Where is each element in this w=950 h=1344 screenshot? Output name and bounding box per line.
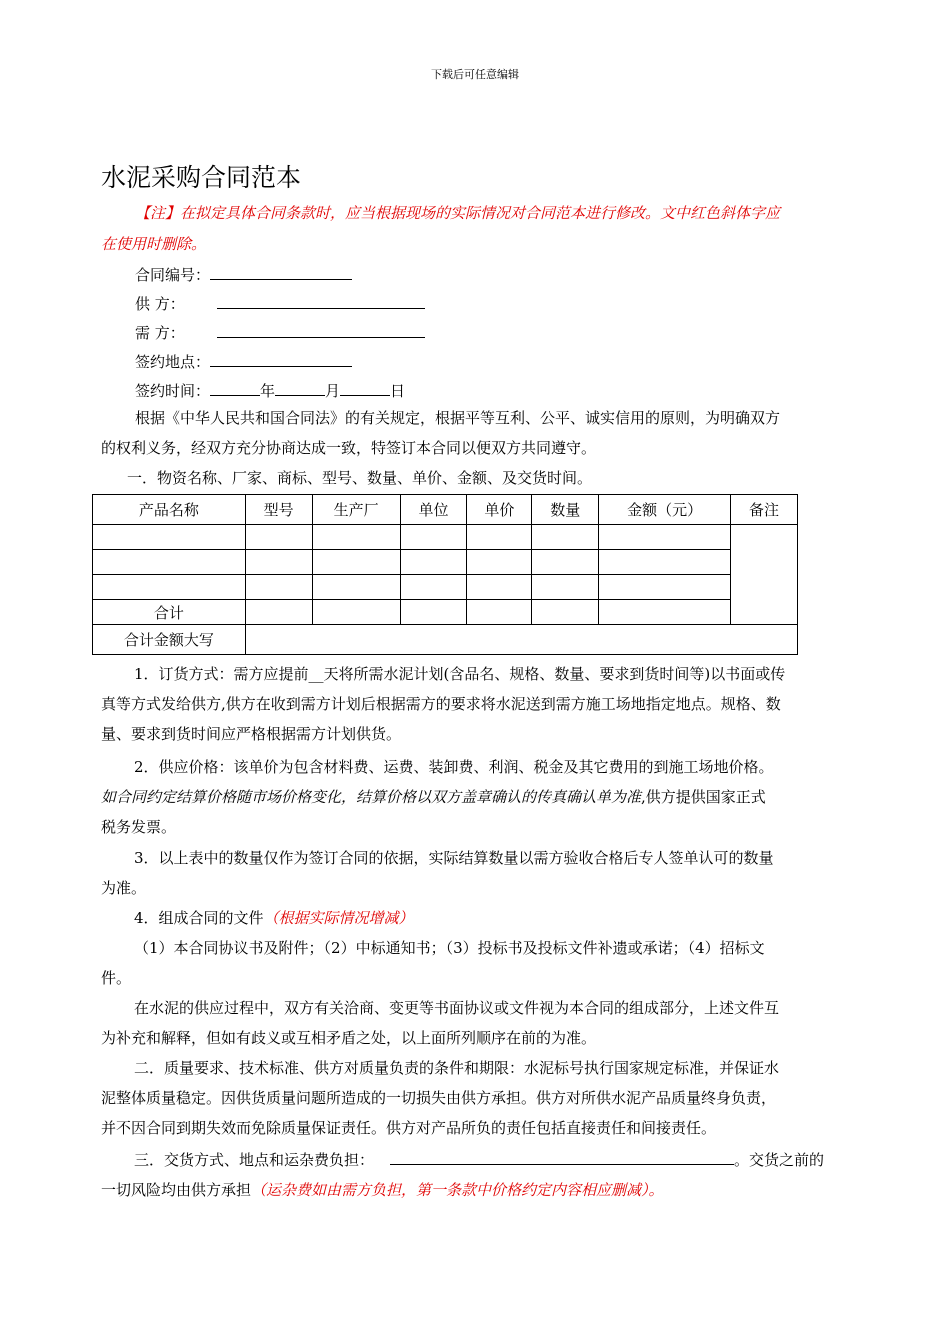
total-upper-value[interactable] (245, 625, 797, 655)
clause-4-heading (101, 903, 860, 933)
clause-1-line-3: 量、要求到货时间应严格根据需方计划供货。 (101, 725, 402, 743)
table-cell[interactable] (400, 575, 467, 600)
time-label: 签约时间： (135, 382, 211, 400)
table-row (93, 550, 798, 575)
table-row (93, 575, 798, 600)
section-2 (101, 1053, 860, 1143)
place-label: 签约地点： (135, 353, 211, 371)
table-cell[interactable] (532, 600, 599, 625)
clause-2-line-2 (101, 782, 860, 812)
supply-line-2: 为补充和解释，但如有歧义或互相矛盾之处，以上面所列顺序在前的为准。 (101, 1029, 597, 1047)
section-3-line-1 (101, 1145, 860, 1175)
supply-paragraph (101, 993, 860, 1053)
year-blank[interactable] (210, 378, 260, 396)
contract-no-row (135, 262, 352, 285)
section-3-after: 。交货之前的 (734, 1151, 825, 1169)
header-manufacturer: 生产厂 (312, 495, 400, 525)
table-cell[interactable] (245, 575, 312, 600)
note-bracket: 【注】 (135, 204, 181, 222)
intro-line-1: 根据《中华人民共和国合同法》的有关规定，根据平等互利、公平、诚实信用的原则，为明确双方 (135, 409, 781, 427)
table-cell[interactable] (400, 550, 467, 575)
header-quantity: 数量 (532, 495, 599, 525)
total-upper-row (93, 625, 798, 655)
table-cell[interactable] (532, 575, 599, 600)
document-title: 水泥采购合同范本 (101, 163, 302, 192)
table-cell[interactable] (245, 525, 312, 550)
supply-line-1: 在水泥的供应过程中，双方有关洽商、变更等书面协议或文件视为本合同的组成部分，上述文件互 (134, 999, 780, 1017)
month-label: 月 (325, 382, 341, 400)
section-1-heading: 一．物资名称、厂家、商标、型号、数量、单价、金额、及交货时间。 (127, 469, 593, 487)
clause-2-italic: 如合同约定结算价格随市场价格变化，结算价格以双方盖章确认的传真确认单为准 (101, 788, 642, 806)
header-model: 型号 (245, 495, 312, 525)
section-2-line-2: 泥整体质量稳定。因供货质量问题所造成的一切损失由供方承担。供方对所供水泥产品质量终身负责， (101, 1089, 777, 1107)
place-row (135, 349, 352, 372)
total-label: 合计 (93, 600, 246, 625)
time-row (135, 378, 405, 401)
section-3-note: （运杂费如由需方负担，第一条款中价格约定内容相应删减）。 (251, 1181, 664, 1199)
table-cell[interactable] (400, 525, 467, 550)
clause-3 (101, 843, 860, 903)
total-row (93, 600, 798, 625)
table-cell[interactable] (532, 525, 599, 550)
delivery-blank[interactable] (390, 1147, 734, 1165)
contract-no-label: 合同编号： (135, 266, 211, 284)
clause-4-docs-line-2: 件。 (101, 969, 132, 987)
table-cell[interactable] (312, 550, 400, 575)
clause-1-line-2: 真等方式发给供方,供方在收到需方计划后根据需方的要求将水泥送到需方施工场地指定地点。规格、数 (101, 695, 781, 713)
table-cell[interactable] (312, 600, 400, 625)
supplier-row (135, 291, 425, 314)
buyer-blank[interactable] (217, 320, 425, 338)
clause-2 (101, 752, 860, 842)
month-blank[interactable] (275, 378, 325, 396)
note-line-2: 在使用时删除。 (101, 235, 207, 253)
header-remarks: 备注 (731, 495, 798, 525)
clause-1-line-1: 1．订货方式：需方应提前__天将所需水泥计划(含品名、规格、数量、要求到货时间等)以书面或传 (134, 665, 786, 683)
buyer-label: 需 方： (135, 324, 185, 342)
clause-4-docs-line-1: （1）本合同协议书及附件；（2）中标通知书；（3）投标书及投标文件补遗或承诺；（4）招标文 (134, 939, 765, 957)
clause-4-note: （根据实际情况增减） (263, 909, 414, 927)
intro-line-2: 的权利义务，经双方充分协商达成一致，特签订本合同以便双方共同遵守。 (101, 439, 597, 457)
clause-4-label: 4．组成合同的文件 (134, 909, 264, 927)
clause-3-line-1: 3．以上表中的数量仅作为签订合同的依据，实际结算数量以需方验收合格后专人签单认可的数量 (134, 849, 774, 867)
table-cell[interactable] (400, 600, 467, 625)
section-2-line-3: 并不因合同到期失效而免除质量保证责任。供方对产品所负的责任包括直接责任和间接责任。 (101, 1119, 717, 1137)
table-cell[interactable] (599, 575, 731, 600)
section-3 (101, 1145, 860, 1205)
page-header: 下载后可任意编辑 (431, 68, 519, 81)
day-label: 日 (390, 382, 406, 400)
table-cell[interactable] (245, 600, 312, 625)
year-label: 年 (260, 382, 276, 400)
section-3-label: 三．交货方式、地点和运杂费负担： (134, 1151, 375, 1169)
table-cell[interactable] (93, 575, 246, 600)
header-unit: 单位 (400, 495, 467, 525)
section-3-line-2-text: 一切风险均由供方承担 (101, 1181, 252, 1199)
clause-4 (101, 903, 860, 993)
table-cell[interactable] (93, 550, 246, 575)
section-2-line-1: 二．质量要求、技术标准、供方对质量负责的条件和期限：水泥标号执行国家规定标准，并保证水 (134, 1059, 780, 1077)
clause-2-rest: ,供方提供国家正式 (641, 788, 766, 806)
table-cell[interactable] (467, 525, 532, 550)
clause-2-line-3: 税务发票。 (101, 818, 177, 836)
table-cell[interactable] (245, 550, 312, 575)
clause-1 (101, 659, 860, 749)
header-amount: 金额（元） (599, 495, 731, 525)
table-row (93, 525, 798, 550)
remarks-cell[interactable] (731, 525, 798, 625)
supplier-blank[interactable] (217, 291, 425, 309)
table-cell[interactable] (467, 600, 532, 625)
clause-2-line-1: 2．供应价格：该单价为包含材料费、运费、装卸费、利润、税金及其它费用的到施工场地价格。 (134, 758, 774, 776)
supplier-label: 供 方： (135, 295, 185, 313)
table-cell[interactable] (467, 550, 532, 575)
header-product-name: 产品名称 (93, 495, 246, 525)
place-blank[interactable] (210, 349, 352, 367)
total-upper-label: 合计金额大写 (93, 625, 246, 655)
table-cell[interactable] (312, 525, 400, 550)
buyer-row (135, 320, 425, 343)
contract-no-blank[interactable] (210, 262, 352, 280)
table-cell[interactable] (312, 575, 400, 600)
total-amount-cell[interactable] (599, 600, 731, 625)
header-unit-price: 单价 (467, 495, 532, 525)
note-text-1: 在拟定具体合同条款时，应当根据现场的实际情况对合同范本进行修改。文中红色斜体字应 (180, 204, 781, 222)
table-cell[interactable] (599, 525, 731, 550)
day-blank[interactable] (340, 378, 390, 396)
table-cell[interactable] (467, 575, 532, 600)
table-cell[interactable] (599, 550, 731, 575)
items-table (92, 494, 798, 655)
section-3-line-2 (101, 1175, 860, 1205)
table-cell[interactable] (93, 525, 246, 550)
clause-3-line-2: 为准。 (101, 879, 147, 897)
note-line-1 (135, 202, 780, 223)
table-cell[interactable] (532, 550, 599, 575)
table-header-row (93, 495, 798, 525)
